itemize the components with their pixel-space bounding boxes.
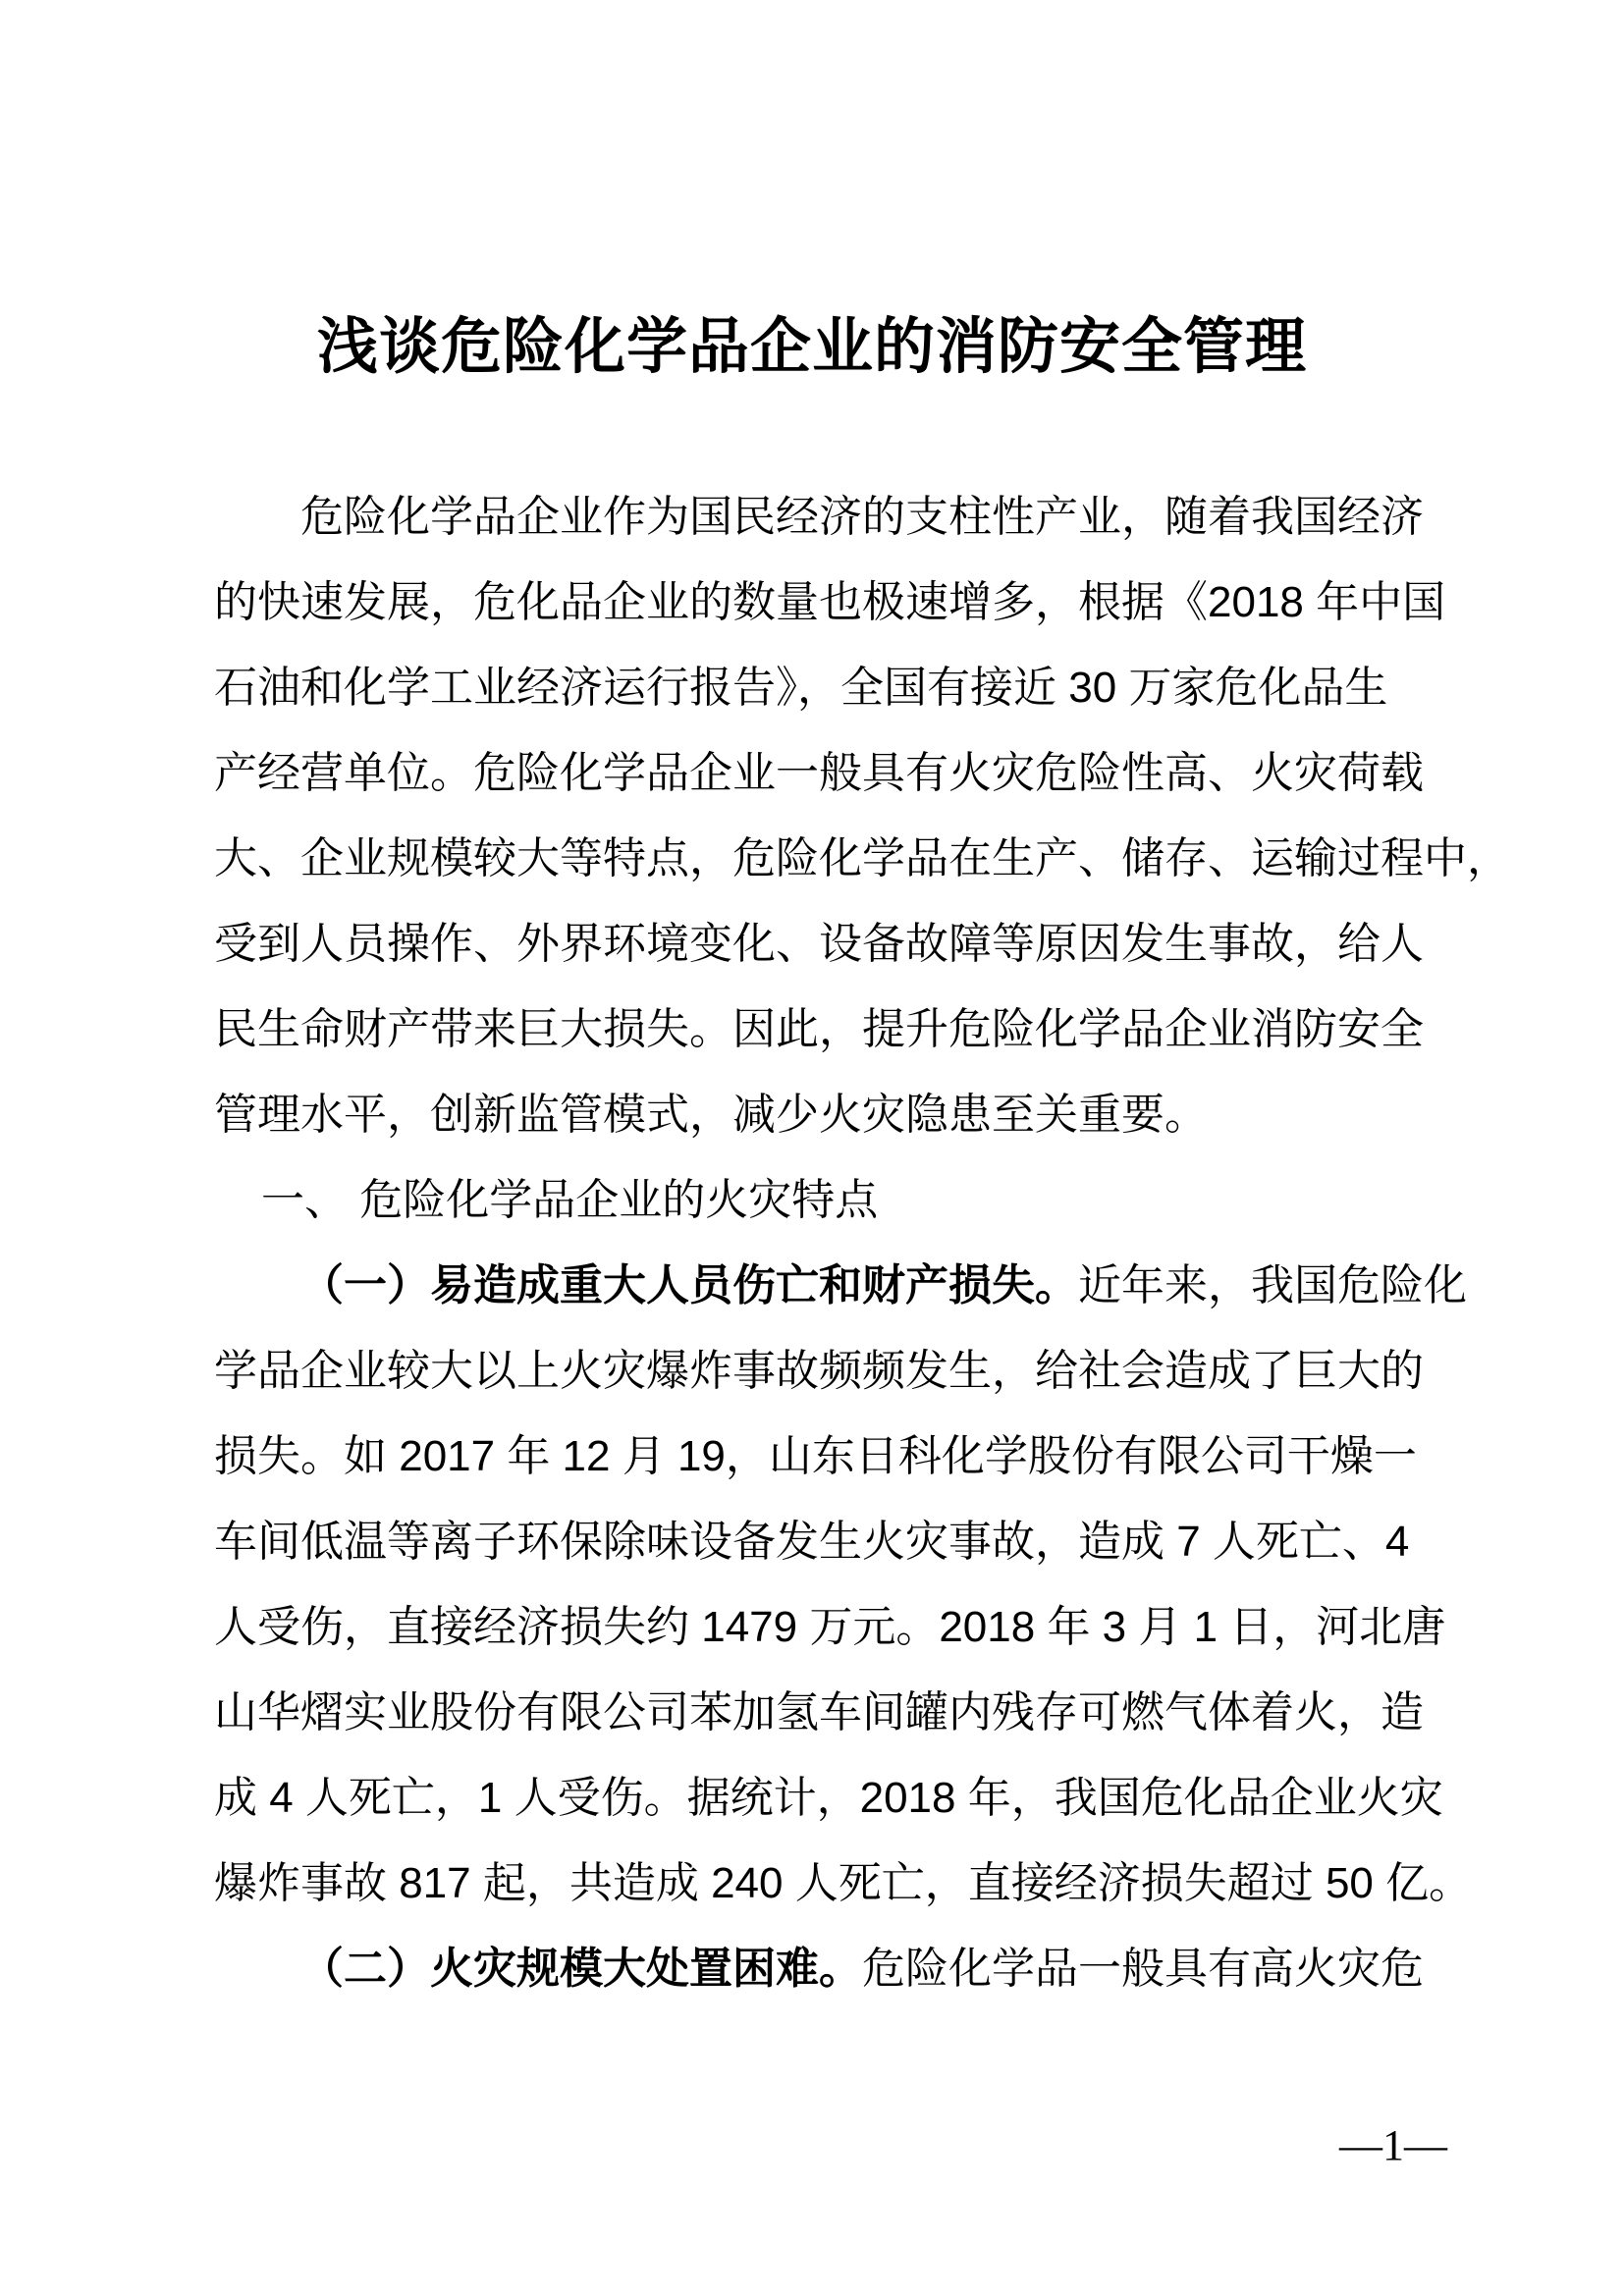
text-segment: 危险化学品一般具有高火灾危 — [862, 1945, 1424, 1993]
text-segment: 受到人员操作、外界环境变化、设备故障等原因发生事故，给人 — [214, 920, 1424, 968]
text-line — [214, 901, 1432, 987]
text-line — [214, 1499, 1432, 1584]
text-segment: 成 4 人死亡，1 人受伤。据统计，2018 年，我国危化品企业火灾 — [214, 1774, 1443, 1822]
text-line — [214, 987, 1432, 1072]
text-segment: 产经营单位。危险化学品企业一般具有火灾危险性高、火灾荷载 — [214, 749, 1424, 797]
text-segment: 石油和化学工业经济运行报告》，全国有接近 30 万家危化品生 — [214, 664, 1388, 712]
text-line — [214, 560, 1446, 645]
heading-line — [214, 1157, 1432, 1243]
text-segment: 大、企业规模较大等特点，危险化学品在生产、储存、运输过程中， — [214, 834, 1510, 882]
text-line — [214, 645, 1432, 730]
text-line — [214, 816, 1510, 901]
text-segment: 管理水平，创新监管模式，减少火灾隐患至关重要。 — [214, 1091, 1208, 1139]
text-segment: 的快速发展，危化品企业的数量也极速增多，根据《2018 年中国 — [214, 578, 1446, 626]
text-line — [214, 1841, 1473, 1926]
text-segment: 学品企业较大以上火灾爆炸事故频频发生，给社会造成了巨大的 — [214, 1347, 1424, 1395]
text-segment: 损失。如 2017 年 12 月 19，山东日科化学股份有限公司干燥一 — [214, 1432, 1417, 1480]
text-line — [214, 730, 1432, 816]
text-segment: 人受伤，直接经济损失约 1479 万元。2018 年 3 月 1 日，河北唐 — [214, 1603, 1446, 1651]
text-line — [214, 1926, 1432, 2011]
text-line — [214, 1328, 1432, 1414]
text-segment: 爆炸事故 817 起，共造成 240 人死亡，直接经济损失超过 50 亿。 — [214, 1859, 1473, 1907]
page-number: —1— — [1339, 2121, 1447, 2169]
text-line — [214, 1072, 1432, 1157]
text-segment: （一）易造成重大人员伤亡和财产损失。 — [300, 1261, 1078, 1309]
text-segment: 山华熠实业股份有限公司苯加氢车间罐内残存可燃气体着火，造 — [214, 1688, 1424, 1736]
text-line — [214, 1243, 1467, 1328]
text-segment: 车间低温等离子环保除味设备发生火灾事故，造成 7 人死亡、4 — [214, 1518, 1410, 1566]
text-line — [214, 1414, 1432, 1499]
document-title: 浅谈危险化学品企业的消防安全管理 — [316, 313, 1307, 381]
text-line — [214, 1755, 1443, 1841]
text-segment: 近年来，我国危险化 — [1078, 1261, 1467, 1309]
text-line — [214, 474, 1432, 560]
text-segment: 民生命财产带来巨大损失。因此，提升危险化学品企业消防安全 — [214, 1005, 1424, 1053]
document-body — [214, 474, 1510, 2011]
text-line — [214, 1584, 1446, 1670]
text-segment: （二）火灾规模大处置困难。 — [300, 1945, 862, 1993]
text-segment: 危险化学品企业作为国民经济的支柱性产业，随着我国经济 — [300, 493, 1424, 541]
text-segment: 一、 危险化学品企业的火灾特点 — [261, 1176, 879, 1224]
text-line — [214, 1670, 1432, 1755]
